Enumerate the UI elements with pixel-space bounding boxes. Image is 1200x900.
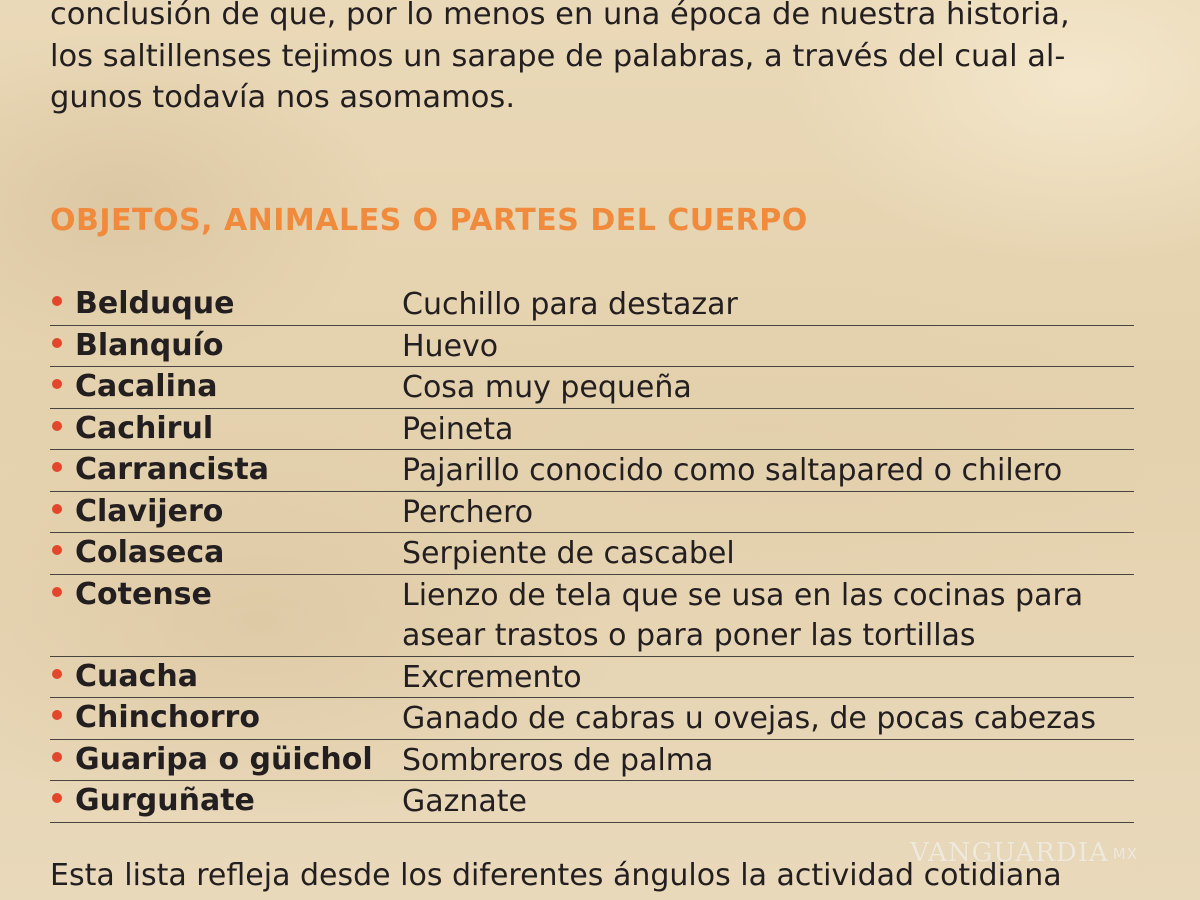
definition-line: asear trastos o para poner las tortillas (402, 617, 976, 653)
glossary-row (50, 450, 1134, 492)
glossary-definition (402, 410, 1137, 450)
watermark-brand: VANGUARDIA (910, 838, 1109, 868)
glossary-row (50, 781, 1134, 823)
glossary-definition (402, 493, 1137, 533)
definition-line: Serpiente de cascabel (402, 536, 735, 571)
bullet-icon (52, 669, 62, 679)
bullet-icon (52, 710, 62, 720)
bullet-icon (52, 421, 62, 431)
bullet-icon (52, 752, 62, 762)
glossary-definition (402, 782, 1137, 822)
glossary-definition (402, 658, 1137, 698)
definition-line: Perchero (402, 494, 534, 530)
glossary-term: Carrancista (75, 452, 269, 487)
watermark-logo (910, 838, 1138, 868)
glossary-row (50, 326, 1134, 368)
glossary-row (50, 657, 1134, 699)
glossary-term: Colaseca (75, 535, 225, 570)
glossary-term: Chinchorro (75, 700, 260, 735)
definition-line: Sombreros de palma (402, 742, 714, 778)
glossary-term: Gurguñate (75, 783, 255, 818)
bullet-icon (52, 587, 62, 597)
glossary-definition (402, 534, 1137, 574)
glossary-definition (402, 699, 1137, 739)
definition-line: Gaznate (402, 784, 527, 819)
glossary-term: Cacalina (75, 369, 218, 404)
glossary-definition (402, 576, 1137, 656)
definition-line: Cuchillo para destazar (402, 287, 738, 322)
glossary-row (50, 492, 1134, 534)
glossary-row (50, 284, 1134, 326)
glossary-term: Clavijero (75, 493, 224, 529)
intro-line: conclusión de que, por lo menos en una época de nuestra historia, (50, 0, 1070, 32)
definition-line: Peineta (402, 411, 514, 447)
watermark-suffix: MX (1112, 845, 1138, 863)
glossary-definition (402, 741, 1137, 781)
intro-line: los saltillenses tejimos un sarape de palabras, a través del cual al- (50, 39, 1066, 74)
outro-paragraph: Esta lista refleja desde los diferentes ángulos la actividad cotidiana (50, 858, 1062, 893)
definition-line: Lienzo de tela que se usa en las cocinas para (402, 577, 1084, 613)
glossary-term: Cotense (75, 576, 212, 612)
glossary-definition (402, 368, 1137, 408)
bullet-icon (52, 793, 62, 803)
definition-line: Pajarillo conocido como saltapared o chilero (402, 453, 1063, 488)
definition-line: Cosa muy pequeña (402, 370, 692, 405)
section-heading: OBJETOS, ANIMALES O PARTES DEL CUERPO (50, 203, 808, 238)
glossary-definition (402, 327, 1137, 367)
glossary-row (50, 575, 1134, 657)
definition-line: Excremento (402, 659, 582, 695)
glossary-term: Guaripa o güichol (75, 741, 373, 777)
bullet-icon (52, 504, 62, 514)
glossary-term: Blanquío (75, 327, 224, 363)
glossary-row (50, 698, 1134, 740)
glossary-row (50, 367, 1134, 409)
definition-line: Huevo (402, 328, 499, 364)
glossary-row (50, 409, 1134, 451)
definition-line: Ganado de cabras u ovejas, de pocas cabezas (402, 701, 1096, 736)
bullet-icon (52, 379, 62, 389)
glossary-list (50, 284, 1134, 823)
glossary-definition (402, 285, 1137, 325)
intro-line: gunos todavía nos asomamos. (50, 80, 516, 115)
glossary-term: Cachirul (75, 410, 214, 446)
glossary-term: Cuacha (75, 658, 199, 694)
glossary-term: Belduque (75, 286, 235, 321)
glossary-row (50, 533, 1134, 575)
bullet-icon (52, 296, 62, 306)
bullet-icon (52, 462, 62, 472)
glossary-definition (402, 451, 1137, 491)
glossary-row (50, 740, 1134, 782)
bullet-icon (52, 545, 62, 555)
bullet-icon (52, 338, 62, 348)
